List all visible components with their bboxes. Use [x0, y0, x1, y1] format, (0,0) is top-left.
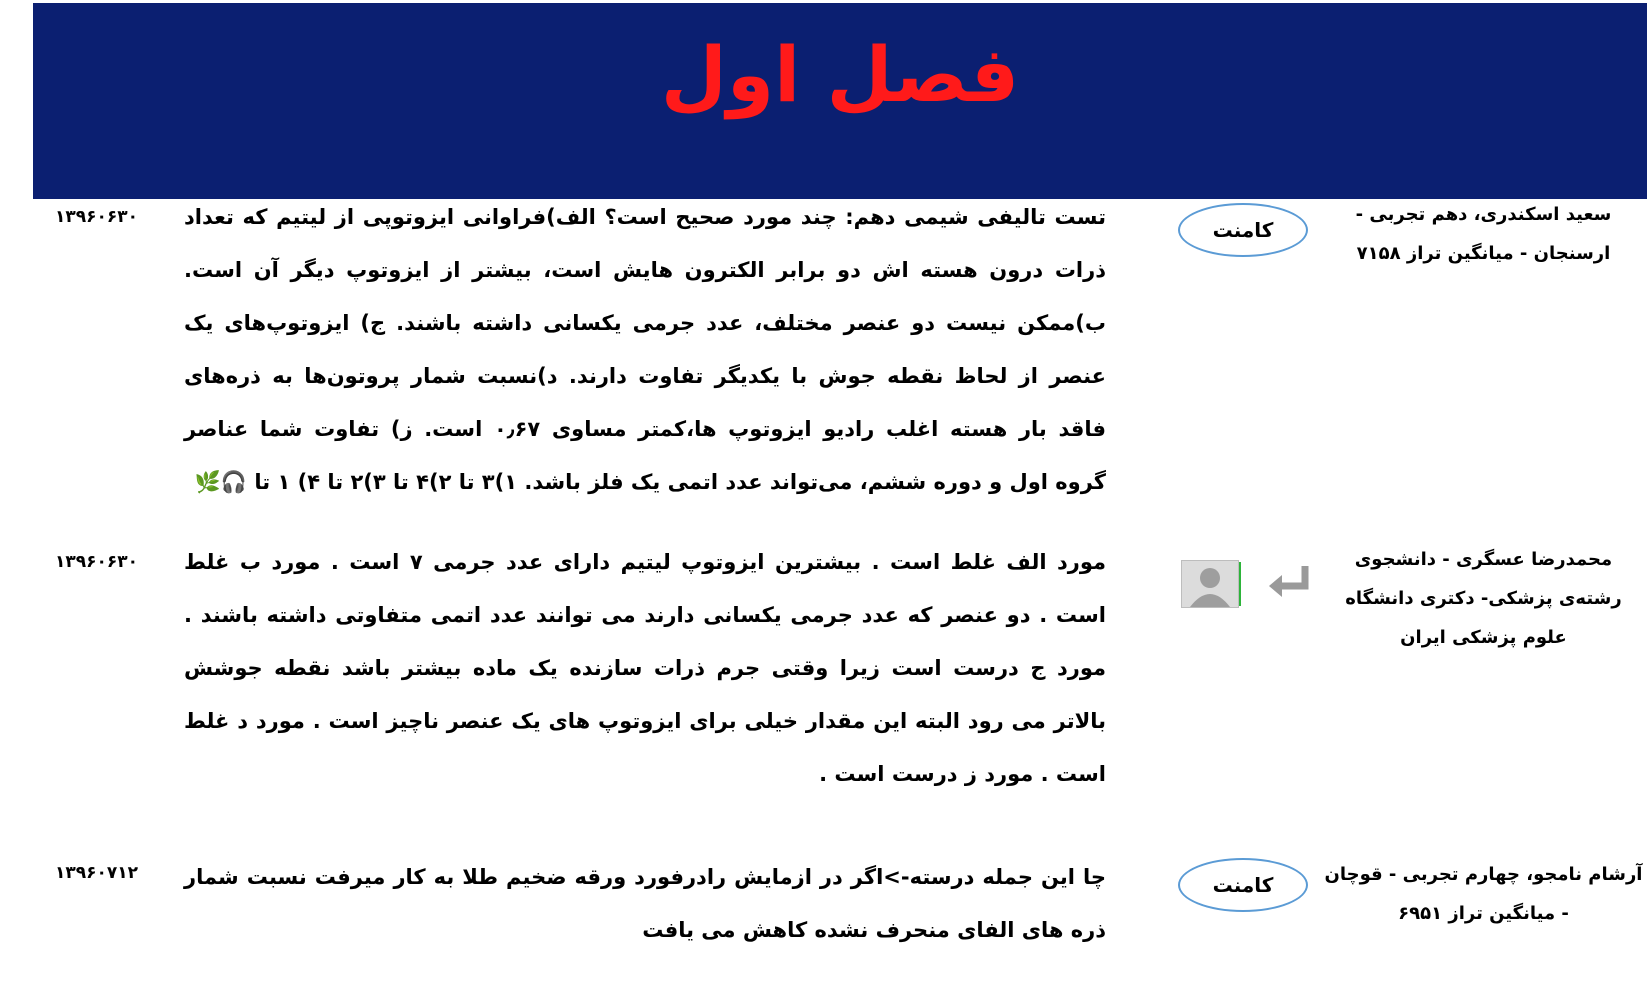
comment-button[interactable]: کامنت — [1178, 203, 1308, 257]
post-author: آرشام نامجو، چهارم تجربی - قوچان - میانگین تراز ۶۹۵۱ — [1324, 864, 1643, 924]
chapter-title: فصل اول — [660, 30, 1020, 119]
post-text — [184, 536, 1106, 801]
chapter-banner — [33, 3, 1647, 199]
post-text-content: مورد الف غلط است . بیشترین ایزوتوپ لیتیم دارای عدد جرمی ۷ است . مورد ب غلط است . دو عنصر که عدد جرمی یکسانی دارند می توانند عدد اتمی متفاوتی داشته باشند . مورد ج درست است زیرا وقتی جرم ذرات سازنده یک ماده بیشتر باشد نقطه جوشش بالاتر می رود البته این مقدار خیلی برای ایزوتوپ های یک عنصر ناچیز است . مورد د غلط است . مورد ز درست است . — [184, 550, 1107, 786]
comment-button[interactable]: کامنت — [1178, 858, 1308, 912]
post-author: سعید اسکندری، دهم تجربی - ارسنجان - میانگین تراز ۷۱۵۸ — [1355, 204, 1612, 264]
post-text — [184, 851, 1106, 957]
user-silhouette-icon — [1182, 561, 1238, 607]
post-date: ۱۳۹۶۰۷۱۲ — [55, 863, 139, 883]
reply-arrow-icon — [1265, 562, 1311, 606]
avatar — [1181, 560, 1239, 608]
post-text — [184, 191, 1106, 509]
post-text-content: تست تالیفی شیمی دهم: چند مورد صحیح است؟ الف)فراوانی ایزوتوپی از لیتیم که تعداد ذرات درون هسته اش دو برابر الکترون هایش است، بیشتر از ایزوتوپ دیگر آن است. ب)ممکن نیست دو عنصر مختلف، عدد جرمی یکسانی داشته باشند. ج) ایزوتوپ‌های یک عنصر از لحاظ نقطه جوش با یکدیگر تفاوت دارند. د)نسبت شمار پروتون‌ها به ذره‌های فاقد بار هسته اغلب رادیو ایزوتوپ ها،کمتر مساوی ۰٫۶۷ است. ز) تفاوت شما عناصر گروه اول و دوره ششم، می‌تواند عدد اتمی یک فلز باشد. ۱)۳ تا ۲)۴ تا ۳)۲ تا ۴) ۱ تا 🎧🌿 — [184, 205, 1106, 494]
post-author: محمدرضا عسگری - دانشجوی رشته‌ی پزشکی- دکتری دانشگاه علوم پزشکی ایران — [1345, 549, 1622, 648]
post-date: ۱۳۹۶۰۶۳۰ — [55, 552, 139, 572]
post-text-content: چا این جمله درسته->اگر در ازمایش رادرفورد ورقه ضخیم طلا به کار میرفت نسبت شمار ذره های الفای منحرف نشده کاهش می یافت — [184, 865, 1106, 942]
post-date: ۱۳۹۶۰۶۳۰ — [55, 207, 139, 227]
